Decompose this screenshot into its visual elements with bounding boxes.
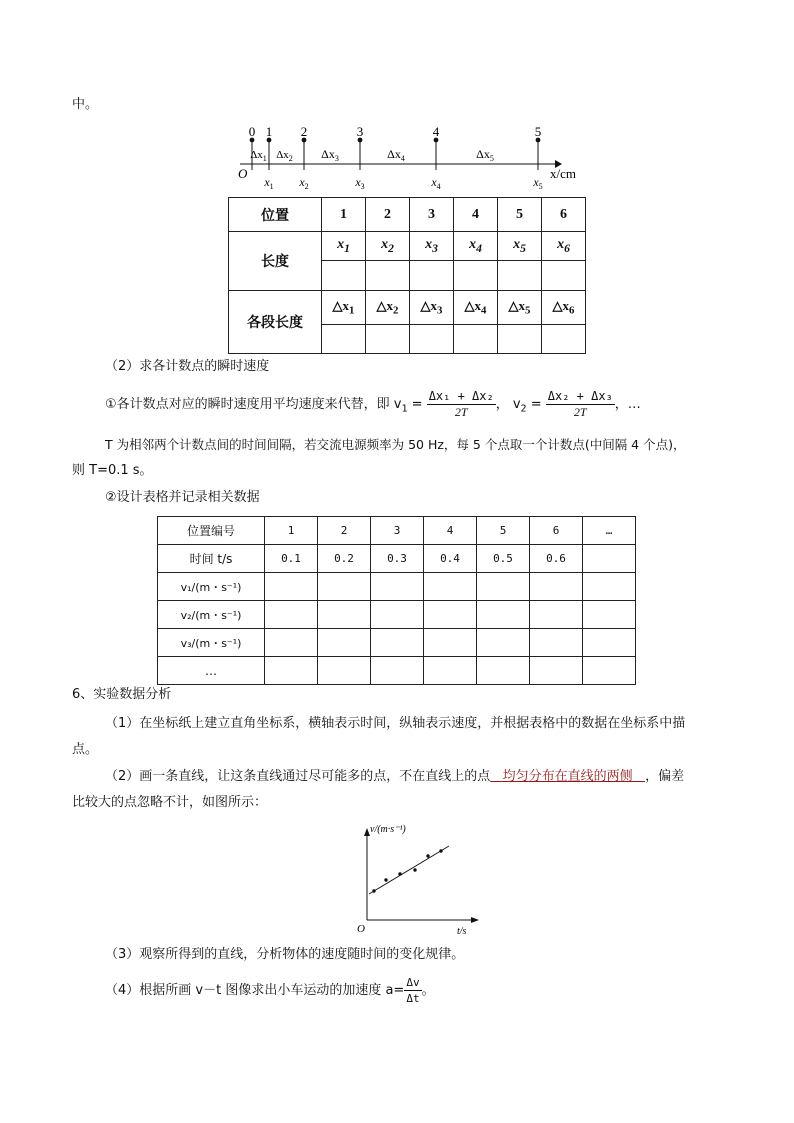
- segment-label: $\Delta x_5$: [476, 147, 494, 163]
- segment-cell: $\triangle x_2$: [366, 291, 410, 325]
- x-position-label: $x_2$: [299, 175, 309, 191]
- answer-blank: 均匀分布在直线的两侧: [490, 769, 646, 784]
- length-cell: $x_5$: [498, 232, 542, 261]
- fraction-v1: $\frac{\text{Δx₁ + Δx₂}}{2T}$: [428, 389, 494, 419]
- x-position-label: $x_3$: [355, 175, 365, 191]
- header-cell: 3: [371, 517, 424, 545]
- point-label: 4: [432, 126, 440, 139]
- segment-label: $\Delta x_3$: [321, 147, 339, 163]
- x-axis-arrow: [471, 917, 479, 923]
- empty-cell: [542, 325, 586, 354]
- empty-cell: [498, 261, 542, 291]
- header-cell: 4: [424, 517, 477, 545]
- paragraph-2-line-1: （2）画一条直线，让这条直线通过尽可能多的点，不在直线上的点 均匀分布在直线的两侧 ，偏差: [105, 769, 685, 784]
- time-cell: 0.4: [424, 545, 477, 573]
- length-cell: $x_1$: [322, 232, 366, 261]
- time-cell: 0.6: [530, 545, 583, 573]
- segment-cell: $\triangle x_1$: [322, 291, 366, 325]
- v3-label: v₃/(m・s⁻¹): [158, 629, 265, 657]
- fraction-v2: $\frac{\text{Δx₂ + Δx₃}}{2T}$: [547, 389, 613, 419]
- section-2-title: （2）求各计数点的瞬时速度: [105, 359, 270, 374]
- position-cell: 4: [454, 198, 498, 232]
- graph-data-point: [384, 878, 387, 881]
- empty-cell: [454, 261, 498, 291]
- point-label: 1: [265, 126, 273, 139]
- velocity-formula-line: ①各计数点对应的瞬时速度用平均速度来代替，即 $v_1$ = $\frac{\text{Δx₁ + Δx₂}}{2T}$ ， $v_2$ = $\frac{\text{Δx₂ + Δx₃}}{2T}$ ，…: [105, 389, 641, 419]
- header-label: 位置编号: [158, 517, 265, 545]
- velocity-time-graph: [355, 820, 485, 938]
- section-6-title: 6、实验数据分析: [72, 687, 172, 702]
- position-axis-diagram: [230, 126, 590, 192]
- x-position-label: $x_1$: [264, 175, 274, 191]
- empty-cell: [410, 325, 454, 354]
- empty-cell: [410, 261, 454, 291]
- header-cell: 6: [530, 517, 583, 545]
- position-cell: 2: [366, 198, 410, 232]
- row-label-segment: 各段长度: [229, 291, 322, 354]
- x-position-label: $x_4$: [431, 175, 441, 191]
- fit-line: [369, 846, 449, 894]
- empty-cell: [366, 325, 410, 354]
- row-label-position: 位置: [229, 198, 322, 232]
- paragraph-1-line-1: （1）在坐标纸上建立直角坐标系，横轴表示时间，纵轴表示速度，并根据表格中的数据在坐标系中描: [105, 716, 686, 731]
- graph-data-point: [372, 889, 375, 892]
- segment-cell: $\triangle x_4$: [454, 291, 498, 325]
- time-cell: 0.5: [477, 545, 530, 573]
- x-position-label: $x_5$: [533, 175, 543, 191]
- empty-cell: [322, 261, 366, 291]
- design-title: ②设计表格并记录相关数据: [105, 490, 260, 505]
- origin-label: O: [238, 166, 248, 181]
- segment-cell: $\triangle x_5$: [498, 291, 542, 325]
- paragraph-4: （4）根据所画 v－t 图像求出小车运动的加速度 a= $\frac{\Delta v}{\Delta t}$ 。: [105, 976, 435, 1005]
- position-cell: 3: [410, 198, 454, 232]
- empty-cell: [542, 261, 586, 291]
- graph-ylabel: v/(m·s⁻¹): [370, 824, 406, 835]
- acceleration-fraction: $\frac{\Delta v}{\Delta t}$: [406, 976, 420, 1005]
- graph-origin: O: [357, 923, 365, 935]
- graph-xlabel: t/s: [457, 926, 467, 937]
- velocity-record-table: [157, 516, 636, 685]
- empty-cell: [498, 325, 542, 354]
- ellipsis-label: …: [158, 657, 265, 685]
- length-cell: $x_3$: [410, 232, 454, 261]
- graph-data-point: [413, 868, 416, 871]
- position-cell: 6: [542, 198, 586, 232]
- length-cell: $x_4$: [454, 232, 498, 261]
- row-label-length: 长度: [229, 232, 322, 291]
- time-interval-line-1: T 为相邻两个计数点间的时间间隔，若交流电源频率为 50 Hz，每 5 个点取一个计数点(中间隔 4 个点)，: [105, 437, 686, 452]
- point-label: 3: [356, 126, 364, 139]
- v2-label: v₂/(m・s⁻¹): [158, 601, 265, 629]
- time-label: 时间 t/s: [158, 545, 265, 573]
- time-cell: 0.2: [318, 545, 371, 573]
- length-cell: $x_2$: [366, 232, 410, 261]
- point-label: 5: [534, 126, 542, 139]
- position-cell: 5: [498, 198, 542, 232]
- segment-cell: $\triangle x_3$: [410, 291, 454, 325]
- header-cell: 1: [265, 517, 318, 545]
- position-cell: 1: [322, 198, 366, 232]
- segment-cell: $\triangle x_6$: [542, 291, 586, 325]
- length-cell: $x_6$: [542, 232, 586, 261]
- header-cell: …: [583, 517, 636, 545]
- paragraph-2-line-2: 比较大的点忽略不计，如图所示：: [72, 795, 268, 810]
- top-fragment: 中。: [72, 97, 99, 112]
- segment-label: $\Delta x_1$: [250, 149, 267, 163]
- graph-data-point: [439, 849, 442, 852]
- axis-label: x/cm: [550, 166, 576, 181]
- time-cell: 0.3: [371, 545, 424, 573]
- paragraph-1-line-2: 点。: [72, 742, 99, 757]
- point-label: 2: [300, 126, 308, 139]
- point-label: 0: [248, 126, 256, 139]
- header-cell: 5: [477, 517, 530, 545]
- empty-cell: [366, 261, 410, 291]
- time-cell: 0.1: [265, 545, 318, 573]
- segment-label: $\Delta x_2$: [276, 149, 293, 163]
- segment-label: $\Delta x_4$: [387, 147, 405, 163]
- time-cell: [583, 545, 636, 573]
- v1-label: v₁/(m・s⁻¹): [158, 573, 265, 601]
- graph-data-point: [426, 854, 429, 857]
- empty-cell: [454, 325, 498, 354]
- paragraph-3: （3）观察所得到的直线，分析物体的速度随时间的变化规律。: [105, 947, 465, 962]
- position-length-table: [228, 197, 586, 354]
- empty-cell: [322, 325, 366, 354]
- header-cell: 2: [318, 517, 371, 545]
- graph-data-point: [398, 872, 401, 875]
- time-interval-line-2: 则 T=0.1 s。: [72, 463, 153, 478]
